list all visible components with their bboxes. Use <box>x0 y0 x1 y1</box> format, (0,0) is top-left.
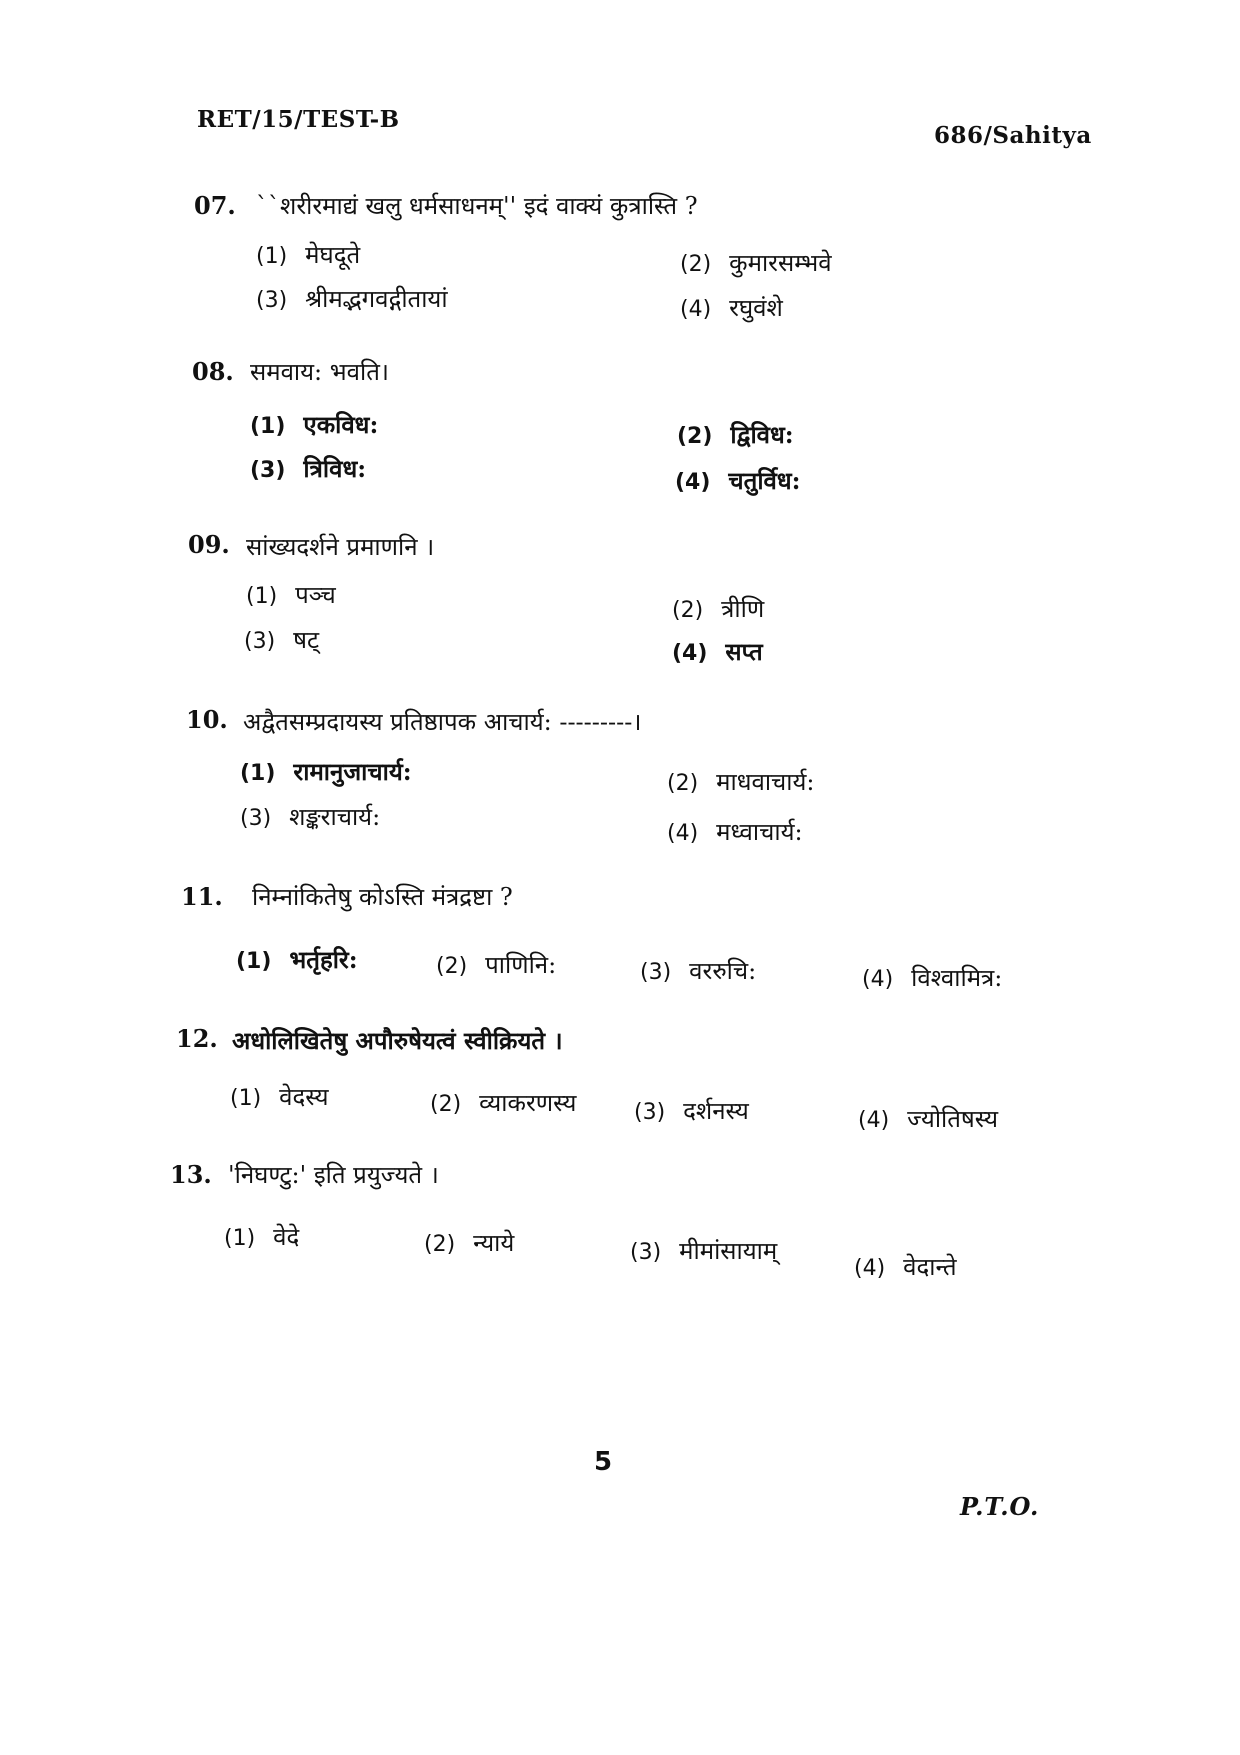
option-text: वेदान्ते <box>903 1253 957 1281</box>
option-text: श्रीमद्भगवद्गीतायां <box>305 285 448 313</box>
option-number: (2) <box>424 1232 456 1257</box>
option-1 <box>224 1220 299 1253</box>
option-3 <box>640 954 756 987</box>
option-text: वेदस्य <box>279 1083 329 1111</box>
option-number: (3) <box>244 629 276 654</box>
question-number: 07. <box>194 191 236 220</box>
question-number: 08. <box>192 357 234 386</box>
option-text: पाणिनि: <box>485 951 557 979</box>
option-text: मध्वाचार्य: <box>716 818 803 846</box>
question-text: अधोलिखितेषु अपौरुषेयत्वं स्वीक्रियते । <box>232 1026 563 1055</box>
option-number: (3) <box>250 458 286 483</box>
option-3 <box>630 1234 777 1267</box>
option-1 <box>250 408 378 441</box>
option-2 <box>430 1086 576 1119</box>
option-text: रघुवंशे <box>729 294 783 322</box>
option-number: (2) <box>436 954 468 979</box>
option-text: एकविध: <box>303 410 379 439</box>
option-text: पञ्च <box>295 581 336 609</box>
page-number: 5 <box>594 1447 613 1477</box>
option-1 <box>256 238 360 271</box>
please-turn-over: P.T.O. <box>960 1492 1040 1521</box>
question-number: 10. <box>186 705 228 734</box>
option-4 <box>862 961 1002 994</box>
option-number: (4) <box>858 1108 890 1133</box>
option-number: (4) <box>862 967 894 992</box>
subject-code: 686/Sahitya <box>934 122 1092 149</box>
option-number: (2) <box>430 1092 462 1117</box>
paper-code: RET/15/TEST-B <box>197 106 400 133</box>
question-text: सांख्यदर्शने प्रमाणनि । <box>246 533 435 561</box>
option-text: भर्तृहरि: <box>289 945 358 974</box>
option-number: (2) <box>677 424 713 449</box>
option-number: (2) <box>667 771 699 796</box>
option-number: (3) <box>256 288 288 313</box>
question-text: निम्नांकितेषु कोऽस्ति मंत्रद्रष्टा ? <box>252 883 513 911</box>
option-number: (1) <box>236 949 272 974</box>
option-number: (4) <box>854 1256 886 1281</box>
option-1 <box>230 1080 329 1113</box>
option-1 <box>246 578 336 611</box>
option-4 <box>858 1102 998 1135</box>
option-number: (2) <box>672 598 704 623</box>
option-number: (3) <box>640 960 672 985</box>
option-text: न्याये <box>473 1229 515 1257</box>
option-text: व्याकरणस्य <box>479 1089 577 1117</box>
option-text: माधवाचार्य: <box>716 768 815 796</box>
option-2 <box>677 418 794 451</box>
option-3 <box>244 623 319 656</box>
option-4 <box>667 815 803 848</box>
option-number: (1) <box>246 584 278 609</box>
option-text: द्विविध: <box>730 420 794 449</box>
option-text: विश्वामित्र: <box>911 964 1003 992</box>
option-text: दर्शनस्य <box>683 1097 749 1125</box>
question-text: 'निघण्टु:' इति प्रयुज्यते । <box>228 1161 439 1189</box>
option-number: (1) <box>250 414 286 439</box>
option-number: (4) <box>667 821 699 846</box>
option-2 <box>667 765 815 798</box>
option-2 <box>672 592 764 625</box>
option-text: सप्त <box>725 637 763 666</box>
option-text: त्रिविध: <box>303 454 367 483</box>
option-number: (4) <box>675 470 711 495</box>
option-4 <box>675 464 801 497</box>
option-number: (1) <box>256 244 288 269</box>
option-number: (3) <box>630 1240 662 1265</box>
option-3 <box>256 282 448 315</box>
option-1 <box>236 943 358 976</box>
option-text: चतुर्विध: <box>728 466 801 495</box>
option-number: (3) <box>240 806 272 831</box>
option-text: मेघदूते <box>305 241 361 269</box>
option-text: वररुचि: <box>689 957 757 985</box>
option-text: मीमांसायाम् <box>679 1237 778 1265</box>
option-number: (2) <box>680 252 712 277</box>
question-number: 09. <box>188 530 230 559</box>
option-3 <box>634 1094 749 1127</box>
option-text: ज्योतिषस्य <box>907 1105 999 1133</box>
option-text: कुमारसम्भवे <box>729 249 832 277</box>
option-number: (4) <box>672 641 708 666</box>
option-text: रामानुजाचार्य: <box>293 757 412 786</box>
option-number: (3) <box>634 1100 666 1125</box>
question-number: 13. <box>170 1160 212 1189</box>
option-1 <box>240 755 412 788</box>
option-text: त्रीणि <box>721 595 765 623</box>
option-3 <box>250 452 366 485</box>
option-number: (4) <box>680 297 712 322</box>
question-text: अद्वैतसम्प्रदायस्य प्रतिष्ठापक आचार्य: ---------। <box>243 708 642 736</box>
option-number: (1) <box>240 761 276 786</box>
option-2 <box>680 246 832 279</box>
option-number: (1) <box>224 1226 256 1251</box>
question-number: 11. <box>181 882 223 911</box>
question-text: समवाय: भवति। <box>250 358 389 386</box>
option-3 <box>240 800 380 833</box>
question-text: ``शरीरमाद्यं खलु धर्मसाधनम्'' इदं वाक्यं कुत्रास्ति ? <box>256 192 698 220</box>
option-2 <box>424 1226 514 1259</box>
option-4 <box>854 1250 957 1283</box>
option-text: षट् <box>293 626 320 654</box>
option-4 <box>680 291 783 324</box>
question-number: 12. <box>176 1024 218 1053</box>
option-4 <box>672 635 763 668</box>
option-2 <box>436 948 556 981</box>
option-text: शङ्कराचार्य: <box>289 803 381 831</box>
option-text: वेदे <box>273 1223 300 1251</box>
option-number: (1) <box>230 1086 262 1111</box>
